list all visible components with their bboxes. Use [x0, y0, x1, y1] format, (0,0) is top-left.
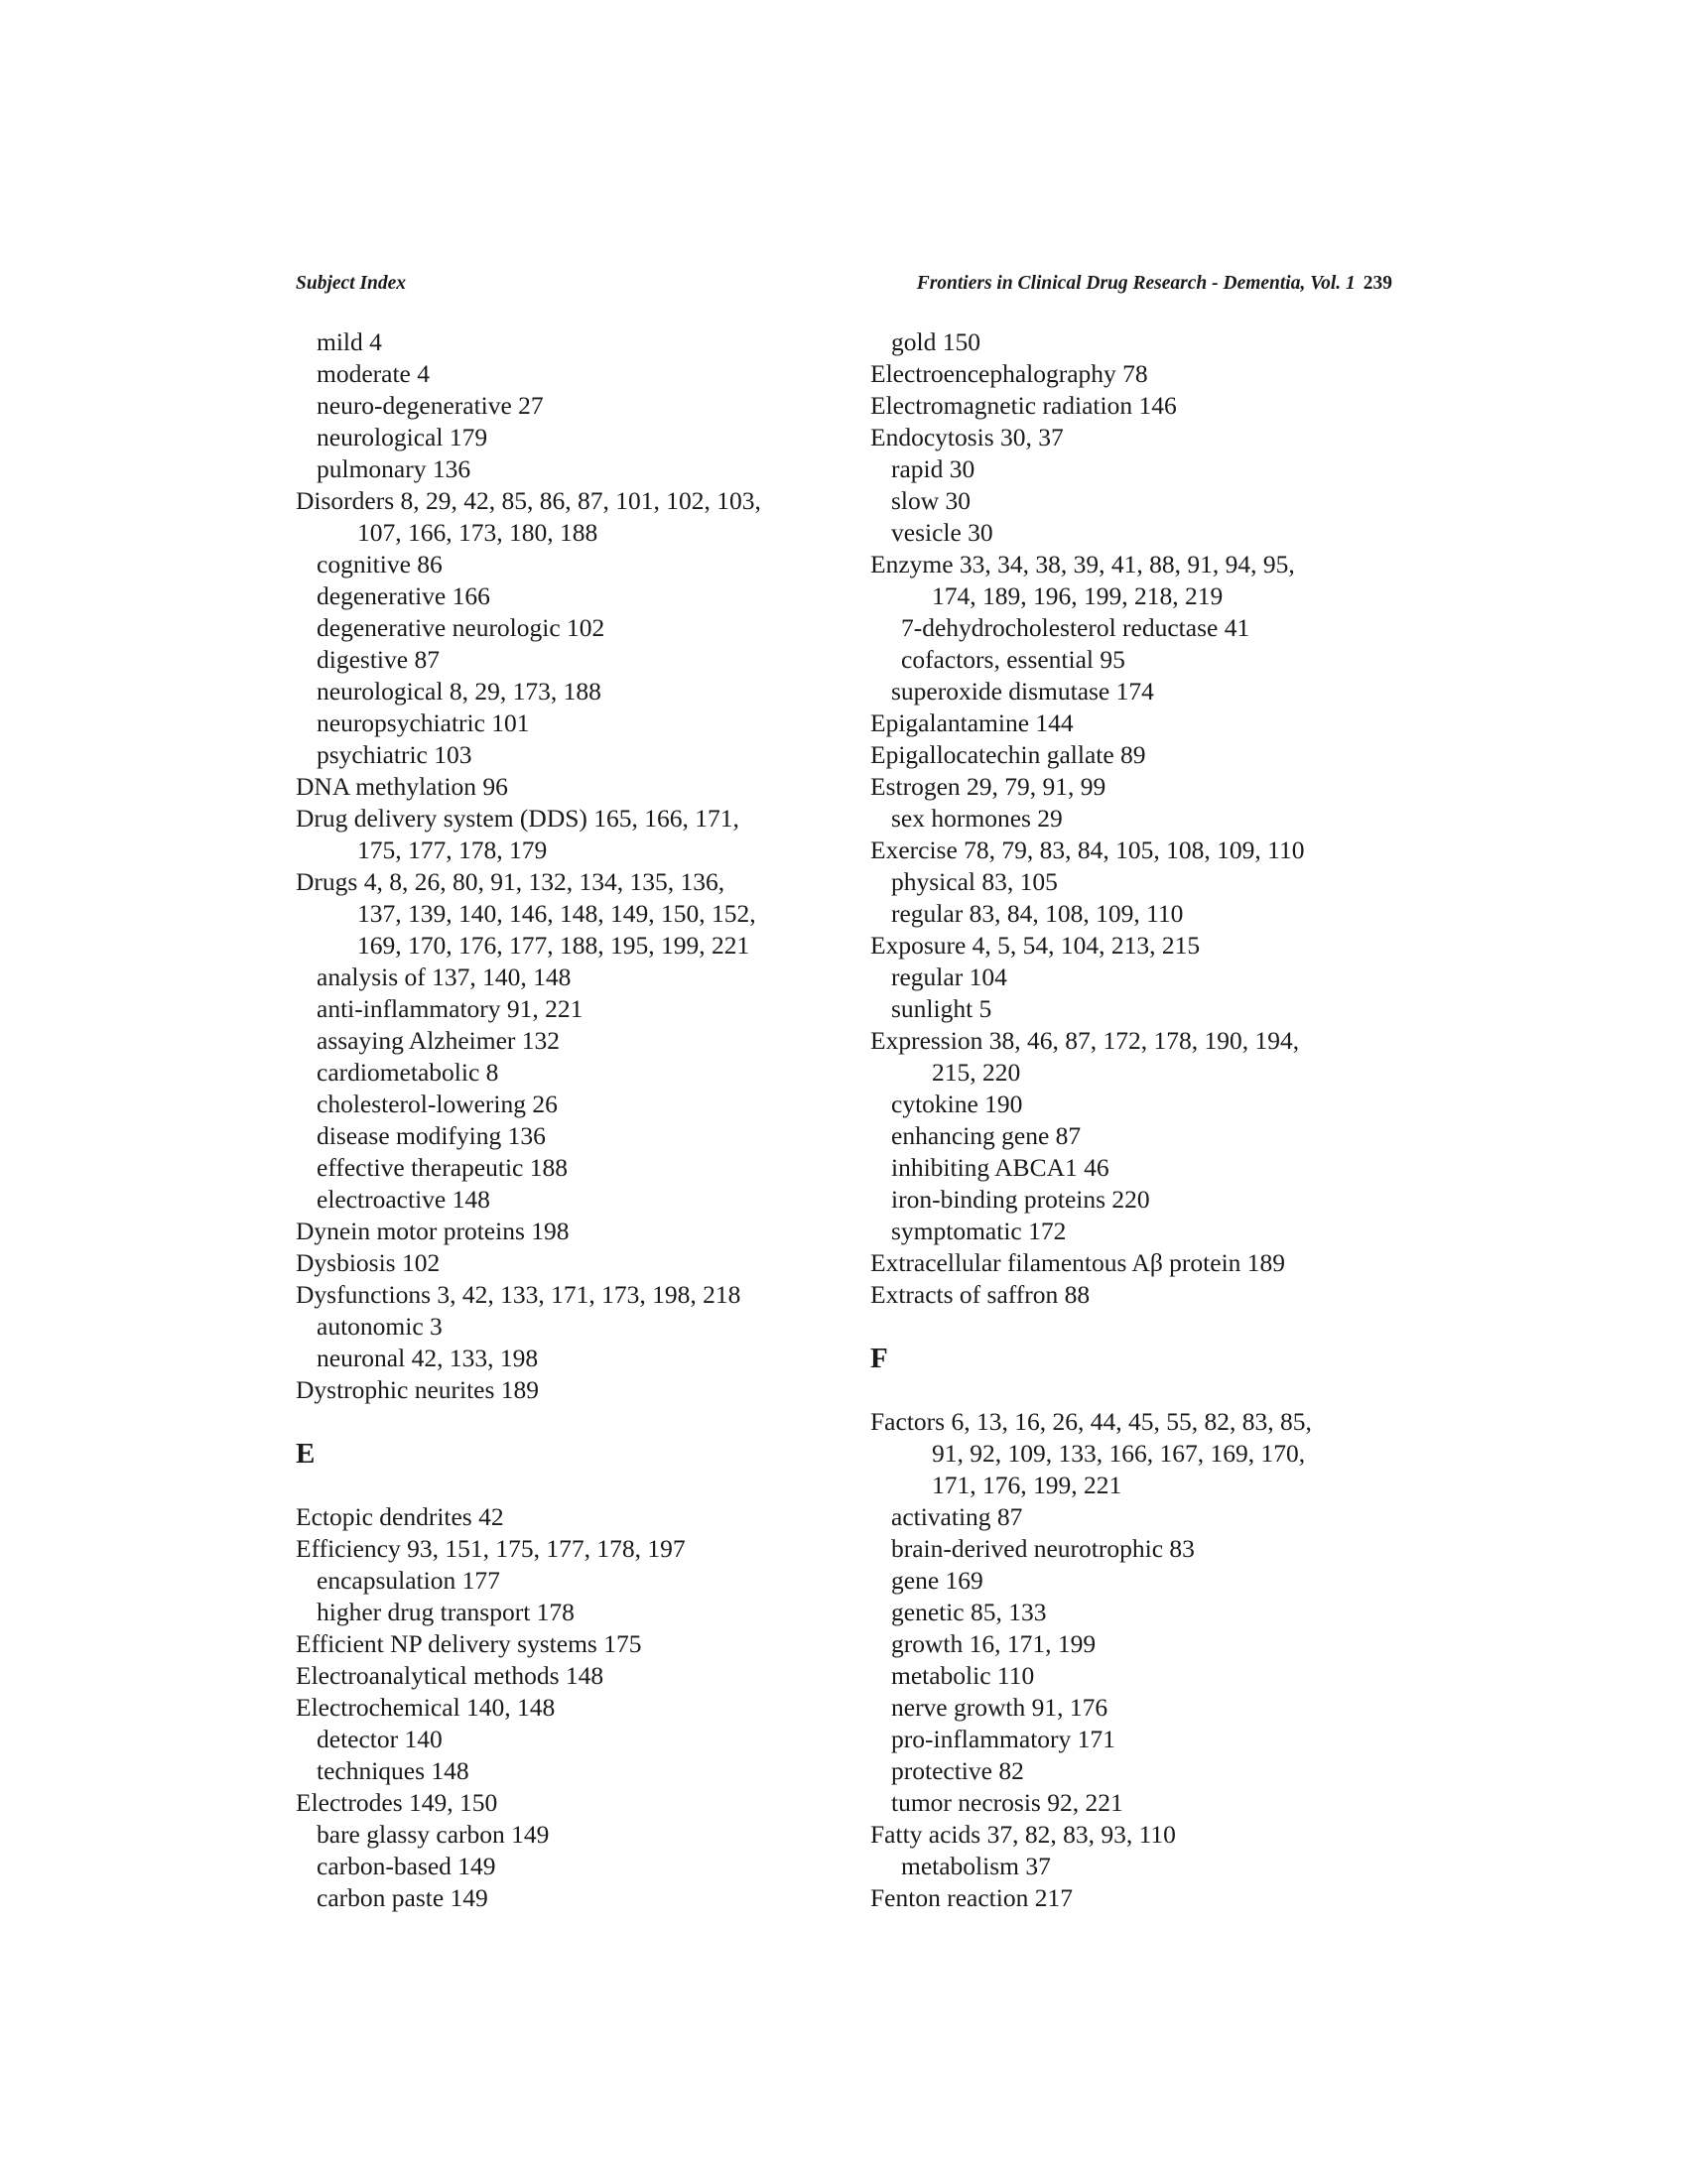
index-subentry: psychiatric 103 [317, 740, 472, 769]
index-entry: Dystrophic neurites 189 [296, 1375, 540, 1404]
index-entry: Expression 38, 46, 87, 172, 178, 190, 194, [870, 1026, 1300, 1055]
index-entry: Disorders 8, 29, 42, 85, 86, 87, 101, 102, 103, [296, 486, 761, 515]
index-entry-continuation: 169, 170, 176, 177, 188, 195, 199, 221 [357, 931, 750, 960]
index-entry: Exposure 4, 5, 54, 104, 213, 215 [870, 931, 1201, 960]
index-subentry: vesicle 30 [891, 518, 993, 547]
index-subentry: degenerative neurologic 102 [317, 613, 605, 642]
index-entry: DNA methylation 96 [296, 772, 508, 801]
index-subentry: mild 4 [317, 327, 382, 356]
index-subentry: gold 150 [891, 327, 980, 356]
index-subentry: metabolic 110 [891, 1661, 1035, 1690]
index-subentry: anti-inflammatory 91, 221 [317, 994, 584, 1023]
index-entry: Exercise 78, 79, 83, 84, 105, 108, 109, 110 [870, 835, 1305, 864]
index-entry-continuation: 175, 177, 178, 179 [357, 835, 548, 864]
index-subentry: cognitive 86 [317, 550, 443, 578]
index-subentry: carbon paste 149 [317, 1883, 488, 1912]
index-subentry: growth 16, 171, 199 [891, 1629, 1097, 1658]
index-subentry: enhancing gene 87 [891, 1121, 1082, 1150]
index-subentry: slow 30 [891, 486, 972, 515]
index-subentry: cytokine 190 [891, 1090, 1023, 1118]
index-entry: Drugs 4, 8, 26, 80, 91, 132, 134, 135, 136, [296, 867, 725, 896]
index-subentry: cholesterol-lowering 26 [317, 1090, 558, 1118]
index-entry: Dynein motor proteins 198 [296, 1217, 570, 1245]
index-subentry: symptomatic 172 [891, 1217, 1067, 1245]
index-entry-continuation: 107, 166, 173, 180, 188 [357, 518, 598, 547]
index-subentry: neuronal 42, 133, 198 [317, 1344, 539, 1372]
index-subentry: iron-binding proteins 220 [891, 1185, 1150, 1214]
index-entry: Drug delivery system (DDS) 165, 166, 171, [296, 804, 739, 833]
index-entry: Fenton reaction 217 [870, 1883, 1073, 1912]
index-entry: Epigalantamine 144 [870, 708, 1074, 737]
index-entry-continuation: 137, 139, 140, 146, 148, 149, 150, 152, [357, 899, 756, 928]
index-subentry: pulmonary 136 [317, 454, 471, 483]
index-subentry: regular 83, 84, 108, 109, 110 [891, 899, 1184, 928]
index-subentry: activating 87 [891, 1502, 1023, 1531]
index-subentry: metabolism 37 [901, 1852, 1051, 1880]
index-subentry: assaying Alzheimer 132 [317, 1026, 561, 1055]
index-subentry: autonomic 3 [317, 1312, 443, 1341]
index-subentry: sunlight 5 [891, 994, 992, 1023]
index-subentry: pro-inflammatory 171 [891, 1725, 1115, 1753]
index-subentry: brain-derived neurotrophic 83 [891, 1534, 1195, 1563]
index-subentry: protective 82 [891, 1756, 1024, 1785]
index-entry: Epigallocatechin gallate 89 [870, 740, 1146, 769]
index-entry: Efficiency 93, 151, 175, 177, 178, 197 [296, 1534, 686, 1563]
index-entry: Fatty acids 37, 82, 83, 93, 110 [870, 1820, 1176, 1849]
index-subentry: higher drug transport 178 [317, 1598, 575, 1626]
index-entry: Extracts of saffron 88 [870, 1280, 1091, 1309]
index-entry: Efficient NP delivery systems 175 [296, 1629, 642, 1658]
index-subentry: tumor necrosis 92, 221 [891, 1788, 1123, 1817]
index-entry: Dysfunctions 3, 42, 133, 171, 173, 198, 218 [296, 1280, 741, 1309]
index-subentry: analysis of 137, 140, 148 [317, 963, 572, 991]
index-subentry: techniques 148 [317, 1756, 469, 1785]
index-subentry: genetic 85, 133 [891, 1598, 1047, 1626]
index-subentry: sex hormones 29 [891, 804, 1063, 833]
index-subentry: bare glassy carbon 149 [317, 1820, 550, 1849]
index-subentry: electroactive 148 [317, 1185, 490, 1214]
index-entry-continuation: 91, 92, 109, 133, 166, 167, 169, 170, [932, 1439, 1306, 1468]
section-letter-f: F [870, 1343, 888, 1374]
index-subentry: detector 140 [317, 1725, 443, 1753]
index-entry: Electroanalytical methods 148 [296, 1661, 604, 1690]
index-subentry: neurological 8, 29, 173, 188 [317, 677, 601, 706]
section-letter-e: E [296, 1438, 316, 1470]
index-subentry: cardiometabolic 8 [317, 1058, 499, 1087]
index-subentry: inhibiting ABCA1 46 [891, 1153, 1109, 1182]
index-column-right [870, 326, 1406, 1914]
index-subentry: effective therapeutic 188 [317, 1153, 568, 1182]
index-entry: Electrochemical 140, 148 [296, 1693, 556, 1722]
index-entry: Endocytosis 30, 37 [870, 423, 1064, 451]
index-entry: Electroencephalography 78 [870, 359, 1148, 388]
index-entry: Electromagnetic radiation 146 [870, 391, 1177, 420]
index-subentry: digestive 87 [317, 645, 440, 674]
index-subentry: physical 83, 105 [891, 867, 1058, 896]
index-subentry: neuro-degenerative 27 [317, 391, 544, 420]
book-title-and-page [917, 273, 1392, 295]
index-subentry: superoxide dismutase 174 [891, 677, 1154, 706]
index-subentry: neuropsychiatric 101 [317, 708, 530, 737]
index-entry: Ectopic dendrites 42 [296, 1502, 504, 1531]
index-entry-continuation: 174, 189, 196, 199, 218, 219 [932, 581, 1224, 610]
index-subentry: rapid 30 [891, 454, 975, 483]
section-title: Subject Index [296, 273, 407, 294]
index-entry: Electrodes 149, 150 [296, 1788, 498, 1817]
index-subentry: nerve growth 91, 176 [891, 1693, 1108, 1722]
book-title: Frontiers in Clinical Drug Research - Dementia, Vol. 1 [916, 273, 1356, 294]
index-subentry: 7-dehydrocholesterol reductase 41 [901, 613, 1250, 642]
index-subentry: moderate 4 [317, 359, 430, 388]
index-entry: Factors 6, 13, 16, 26, 44, 45, 55, 82, 83, 85, [870, 1407, 1312, 1436]
index-subentry: cofactors, essential 95 [901, 645, 1125, 674]
index-subentry: gene 169 [891, 1566, 983, 1595]
index-column-left [296, 326, 832, 1914]
index-entry: Extracellular filamentous Aβ protein 189 [870, 1248, 1286, 1277]
index-subentry: carbon-based 149 [317, 1852, 496, 1880]
index-entry: Enzyme 33, 34, 38, 39, 41, 88, 91, 94, 95, [870, 550, 1295, 578]
page-number: 239 [1363, 273, 1392, 294]
index-entry: Estrogen 29, 79, 91, 99 [870, 772, 1106, 801]
index-subentry: neurological 179 [317, 423, 488, 451]
index-subentry: encapsulation 177 [317, 1566, 500, 1595]
index-subentry: regular 104 [891, 963, 1007, 991]
index-entry-continuation: 171, 176, 199, 221 [932, 1471, 1122, 1499]
index-entry: Dysbiosis 102 [296, 1248, 441, 1277]
index-entry-continuation: 215, 220 [932, 1058, 1021, 1087]
index-subentry: disease modifying 136 [317, 1121, 546, 1150]
index-subentry: degenerative 166 [317, 581, 490, 610]
